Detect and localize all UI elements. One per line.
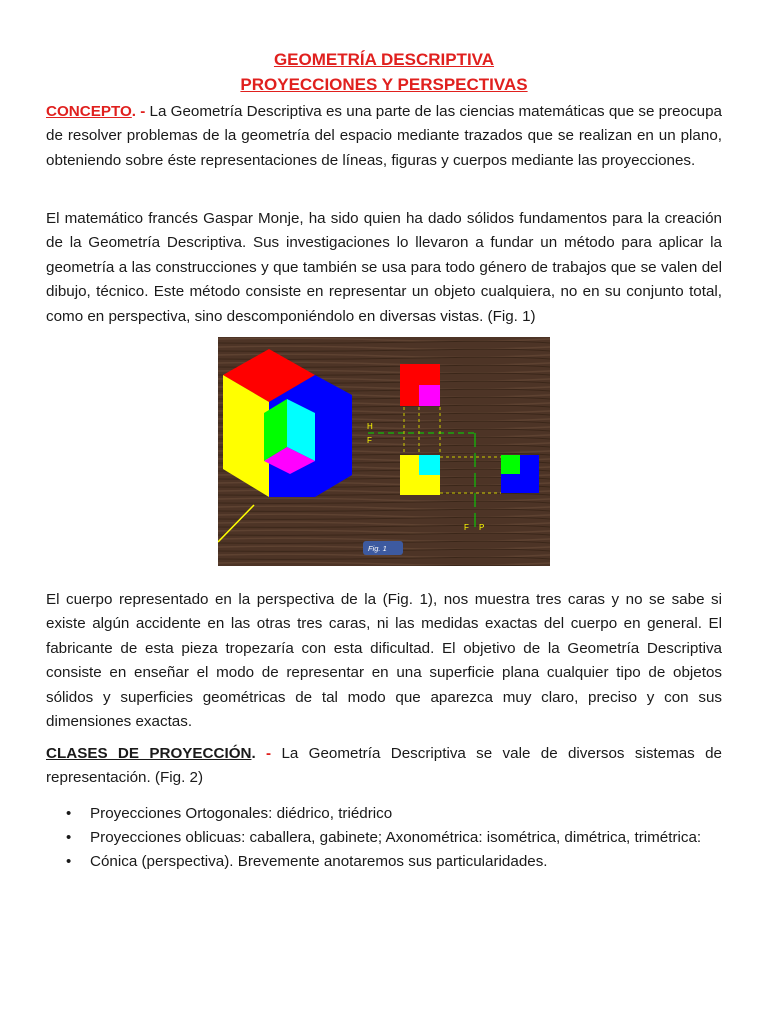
label-fp-f: F [464, 523, 469, 532]
figure-1-projections [218, 337, 550, 566]
list-item-text: Cónica (perspectiva). Brevemente anotaremos sus particularidades. [90, 853, 548, 870]
concept-text: La Geometría Descriptiva es una parte de las ciencias matemáticas que se preocupa de resolver problemas de la geometría del espacio mediante trazados que se realizan en un plano, obteniendo sobre éste representaciones de líneas, figuras y cuerpos mediante las proyecciones. [46, 103, 722, 169]
list-item [62, 826, 722, 850]
label-f: F [367, 436, 372, 445]
front-view [400, 455, 440, 495]
classes-heading: CLASES DE PROYECCIÓN [46, 745, 252, 762]
document-subtitle: PROYECCIONES Y PERSPECTIVAS [240, 75, 528, 94]
bullet-icon: • [66, 853, 72, 870]
concept-heading-dash: . - [131, 103, 146, 120]
label-fp-p: P [479, 523, 485, 532]
concept-paragraph [46, 100, 722, 173]
bullet-icon: • [66, 805, 72, 822]
list-item-text: Proyecciones Ortogonales: diédrico, triédrico [90, 805, 393, 822]
list-item [62, 850, 722, 874]
top-view [400, 364, 440, 406]
classes-text: La Geometría Descriptiva se vale de diversos sistemas de representación. (Fig. 2) [46, 745, 722, 787]
side-view [501, 455, 539, 493]
classes-paragraph [46, 742, 722, 791]
classes-heading-dot: . [251, 745, 256, 762]
bullet-icon: • [66, 829, 72, 846]
classes-heading-dash: - [255, 745, 272, 762]
monge-paragraph: El matemático francés Gaspar Monje, ha sido quien ha dado sólidos fundamentos para la creación de la Geometría Descriptiva. Sus investigaciones lo llevaron a fundar un método para aplicar la geometría a las construcciones y que también se usa para todo género de trabajos que se valen del dibujo, técnico. Este método consiste en representar un objeto cualquiera, no en su conjunto total, como en perspectiva, sino descomponiéndolo en diversas vistas. (Fig. 1) [46, 210, 722, 325]
document-title: GEOMETRÍA DESCRIPTIVA [273, 50, 495, 69]
concept-heading: CONCEPTO [46, 103, 132, 120]
body-paragraph: El cuerpo representado en la perspectiva de la (Fig. 1), nos muestra tres caras y no se sabe si existe algún accidente en las otras tres caras, ni las medidas exactas del cuerpo en general. El fabricante de esta pieza tropezaría con esta dificultad. El objetivo de la Geometría Descriptiva consiste en enseñar el modo de representar en una superficie plana cualquier tipo de objetos sólidos y superficies geométricas de tal modo que aparezca muy claro, preciso y con sus dimensiones exactas. [46, 591, 722, 731]
label-h: H [367, 422, 373, 431]
projection-types-list [62, 802, 722, 874]
fig-tag: Fig. 1 [368, 544, 387, 553]
list-item [62, 802, 722, 826]
list-item-text: Proyecciones oblicuas: caballera, gabinete; Axonométrica: isométrica, dimétrica, trimétrica: [90, 829, 702, 846]
